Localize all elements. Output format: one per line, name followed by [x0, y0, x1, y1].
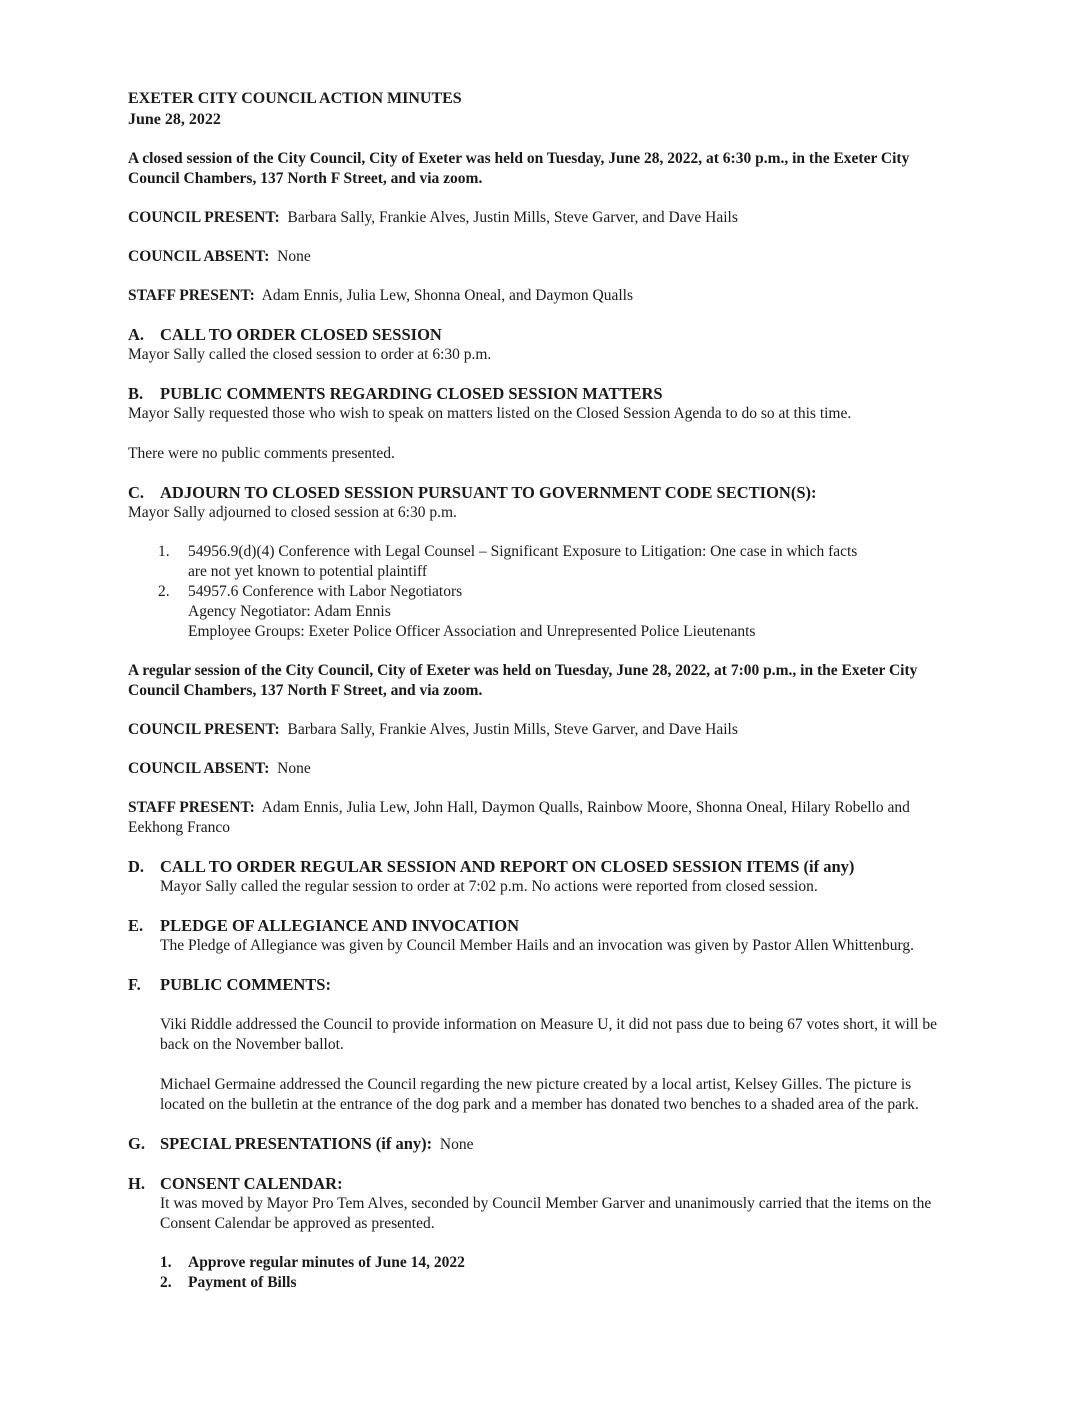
document-title: EXETER CITY COUNCIL ACTION MINUTES [128, 90, 462, 107]
section-b-heading [128, 384, 958, 404]
item-number: 1. [160, 1254, 172, 1271]
section-e-heading [128, 916, 958, 936]
list-item [128, 1273, 958, 1293]
item-number: 2. [158, 583, 170, 600]
section-h-title: CONSENT CALENDAR: [160, 1174, 343, 1193]
section-b [128, 384, 958, 464]
council-present-label: COUNCIL PRESENT: [128, 209, 280, 226]
council-present-names: Barbara Sally, Frankie Alves, Justin Mills, Steve Garver, and Dave Hails [287, 721, 738, 738]
section-f-text-2: Michael Germaine addressed the Council regarding the new picture created by a local artist, Kelsey Gilles. The picture is located on the bulletin at the entrance of the dog park and a member has donated two benches to a shaded area of the park. [160, 1076, 919, 1113]
section-f-title: PUBLIC COMMENTS: [160, 975, 331, 994]
staff-present-label: STAFF PRESENT: [128, 287, 255, 304]
section-e-title: PLEDGE OF ALLEGIANCE AND INVOCATION [160, 916, 520, 935]
section-b-text: Mayor Sally requested those who wish to speak on matters listed on the Closed Session Agenda to do so at this time. [128, 405, 852, 422]
section-d-title: CALL TO ORDER REGULAR SESSION AND REPORT ON CLOSED SESSION ITEMS (if any) [160, 857, 855, 876]
section-g [128, 1134, 958, 1155]
section-e-text: The Pledge of Allegiance was given by Council Member Hails and an invocation was given by Pastor Allen Whittenburg. [160, 937, 915, 954]
regular-council-present [128, 720, 958, 740]
staff-present-label: STAFF PRESENT: [128, 799, 255, 816]
closed-council-present [128, 208, 958, 228]
closed-session-intro: A closed session of the City Council, City of Exeter was held on Tuesday, June 28, 2022, at 6:30 p.m., in the Exeter City Council Chambers, 137 North F Street, and via zoom. [128, 150, 910, 187]
section-c-heading [128, 483, 958, 503]
section-a-title: CALL TO ORDER CLOSED SESSION [160, 325, 442, 344]
item-line: Employee Groups: Exeter Police Officer Association and Unrepresented Police Lieutenants [188, 623, 756, 640]
staff-present-names: Adam Ennis, Julia Lew, John Hall, Daymon Qualls, Rainbow Moore, Shonna Oneal, Hilary Robello and Eekhong Franco [128, 799, 910, 836]
list-item [128, 542, 958, 582]
section-c [128, 483, 958, 642]
closed-staff-present [128, 286, 958, 306]
section-e-letter: E. [128, 916, 144, 935]
section-b-title: PUBLIC COMMENTS REGARDING CLOSED SESSION MATTERS [160, 384, 663, 403]
section-h [128, 1174, 958, 1293]
council-absent-label: COUNCIL ABSENT: [128, 760, 270, 777]
council-absent-names: None [277, 760, 311, 777]
item-line: are not yet known to potential plaintiff [188, 563, 428, 580]
document-date: June 28, 2022 [128, 111, 221, 128]
item-number: 2. [160, 1274, 172, 1291]
council-absent-label: COUNCIL ABSENT: [128, 248, 270, 265]
section-b-letter: B. [128, 384, 144, 403]
item-text [188, 542, 958, 582]
section-f-heading [128, 975, 958, 995]
council-absent-names: None [277, 248, 311, 265]
item-line: Agency Negotiator: Adam Ennis [188, 603, 391, 620]
staff-present-names: Adam Ennis, Julia Lew, Shonna Oneal, and Daymon Qualls [261, 287, 634, 304]
section-h-heading [128, 1174, 958, 1194]
section-g-letter: G. [128, 1134, 145, 1153]
section-h-text: It was moved by Mayor Pro Tem Alves, seconded by Council Member Garver and unanimously carried that the items on the Consent Calendar be approved as presented. [160, 1195, 932, 1232]
item-line: 54956.9(d)(4) Conference with Legal Counsel – Significant Exposure to Litigation: One case in which facts [188, 543, 858, 560]
regular-session-intro: A regular session of the City Council, City of Exeter was held on Tuesday, June 28, 2022, at 7:00 p.m., in the Exeter City Council Chambers, 137 North F Street, and via zoom. [128, 662, 918, 699]
closed-session-items [128, 542, 958, 642]
item-text: Payment of Bills [188, 1274, 297, 1291]
section-f-letter: F. [128, 975, 141, 994]
regular-staff-present [128, 798, 958, 838]
section-h-letter: H. [128, 1174, 145, 1193]
minutes-page [128, 88, 958, 1293]
consent-items [128, 1253, 958, 1293]
item-text: Approve regular minutes of June 14, 2022 [188, 1254, 465, 1271]
section-c-text: Mayor Sally adjourned to closed session at 6:30 p.m. [128, 504, 457, 521]
list-item [128, 582, 958, 642]
council-present-names: Barbara Sally, Frankie Alves, Justin Mills, Steve Garver, and Dave Hails [287, 209, 738, 226]
section-a-letter: A. [128, 325, 145, 344]
section-c-letter: C. [128, 483, 145, 502]
section-g-title: SPECIAL PRESENTATIONS (if any): [160, 1134, 433, 1153]
item-number: 1. [158, 543, 170, 560]
section-a [128, 325, 958, 365]
section-b-text-2: There were no public comments presented. [128, 445, 395, 462]
section-g-heading [128, 1134, 958, 1155]
section-d-heading [128, 857, 958, 877]
section-d-letter: D. [128, 857, 145, 876]
regular-council-absent [128, 759, 958, 779]
item-text [188, 582, 958, 642]
section-c-title: ADJOURN TO CLOSED SESSION PURSUANT TO GOVERNMENT CODE SECTION(S): [160, 483, 817, 502]
section-f-text-1: Viki Riddle addressed the Council to provide information on Measure U, it did not pass due to being 67 votes short, it will be back on the November ballot. [160, 1016, 937, 1053]
section-a-heading [128, 325, 958, 345]
section-g-value: None [439, 1136, 474, 1153]
section-f [128, 975, 958, 1115]
closed-council-absent [128, 247, 958, 267]
section-d [128, 857, 958, 897]
section-d-text: Mayor Sally called the regular session to order at 7:02 p.m. No actions were reported from closed session. [160, 878, 818, 895]
council-present-label: COUNCIL PRESENT: [128, 721, 280, 738]
section-a-text: Mayor Sally called the closed session to order at 6:30 p.m. [128, 346, 492, 363]
item-line: 54957.6 Conference with Labor Negotiators [188, 583, 463, 600]
list-item [128, 1253, 958, 1273]
section-e [128, 916, 958, 956]
